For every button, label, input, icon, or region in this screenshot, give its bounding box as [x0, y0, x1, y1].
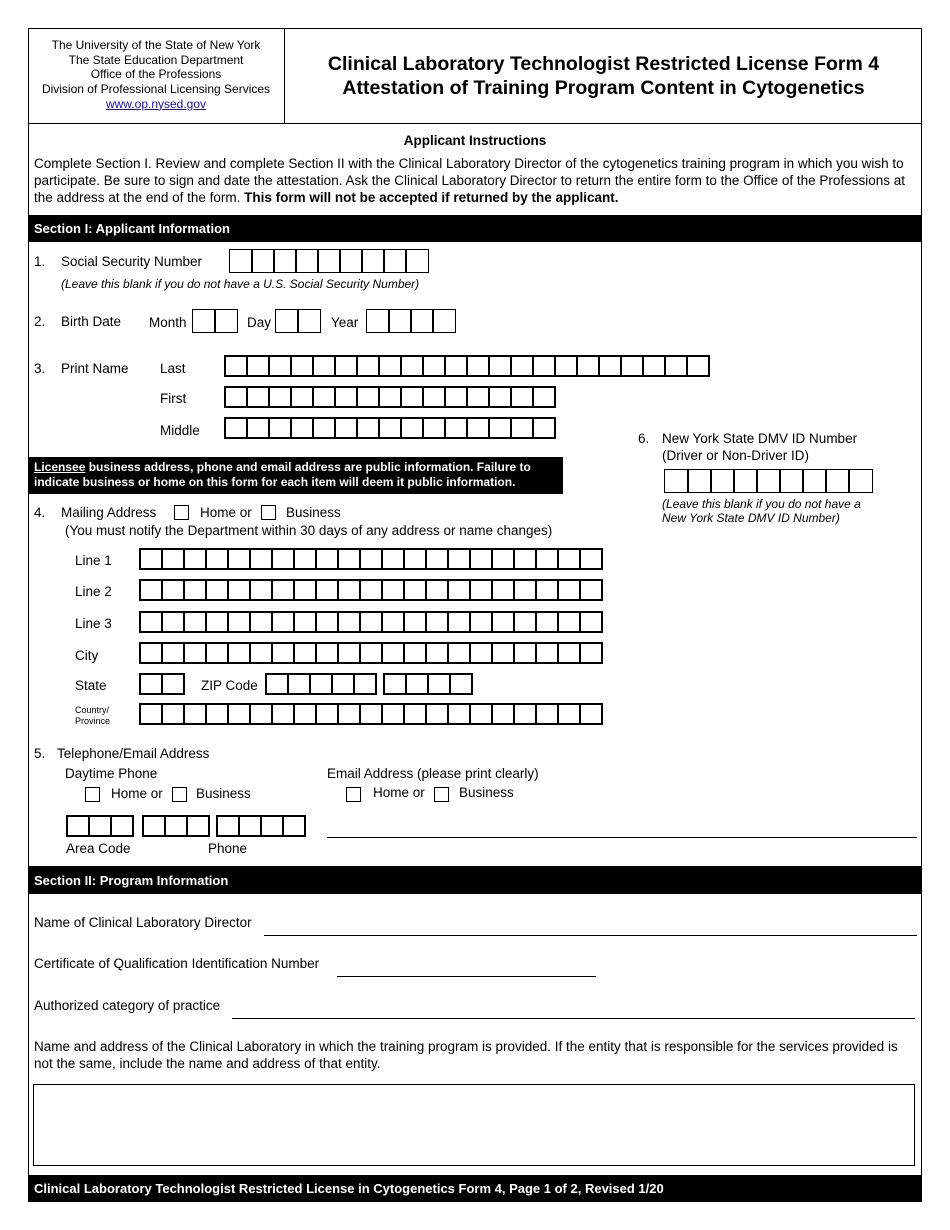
phone-prefix-input[interactable]	[142, 815, 208, 837]
line1-label: Line 1	[75, 553, 112, 568]
ssn-label: Social Security Number	[61, 254, 203, 269]
instructions-body	[34, 155, 918, 206]
country-label	[75, 705, 110, 726]
header-divider	[28, 123, 922, 124]
zip-label: ZIP Code	[201, 678, 258, 693]
birth-year-label: Year	[331, 315, 359, 330]
address-line2-input[interactable]	[139, 579, 601, 601]
agency-line: The University of the State of New York	[51, 38, 261, 52]
section-2-header: Section II: Program Information	[28, 866, 922, 894]
ssn-input[interactable]	[229, 249, 427, 273]
dmv-note-1: (Leave this blank if you do not have a	[662, 497, 861, 511]
certificate-input[interactable]	[337, 976, 596, 977]
dmv-label: New York State DMV ID Number	[662, 431, 858, 446]
public-info-notice	[28, 457, 563, 494]
daytime-phone-label: Daytime Phone	[65, 766, 158, 781]
title-line-1: Clinical Laboratory Technologist Restricted License Form 4	[327, 53, 880, 75]
mailing-home-checkbox[interactable]	[174, 505, 189, 520]
birth-month-label: Month	[149, 315, 187, 330]
notice-lead: Licensee	[34, 460, 86, 474]
mailing-label: Mailing Address	[61, 505, 157, 520]
instructions-emphasis: This form will not be accepted if returned by the applicant.	[244, 190, 619, 205]
first-name-label: First	[160, 391, 187, 406]
city-input[interactable]	[139, 642, 601, 664]
notice-text: business address, phone and email address are public information. Failure to indicate business or home on this form for each item will deem it public information.	[34, 460, 531, 489]
birth-month-input[interactable]	[192, 309, 236, 333]
category-input[interactable]	[232, 1018, 915, 1019]
phone-business-label: Business	[196, 786, 251, 801]
mailing-business-label: Business	[286, 505, 341, 520]
instructions-text: Complete Section I. Review and complete Section II with the Clinical Laboratory Director of the cytogenetics training program in which you wish to participate. Be sure to sign and date the attestation. Ask the Clinical Laboratory Director to return the entire form to the Office of the Professions at the address at the end of the form.	[34, 156, 905, 205]
line3-label: Line 3	[75, 616, 112, 631]
agency-line: Office of the Professions	[90, 67, 222, 82]
email-home-checkbox[interactable]	[346, 787, 361, 802]
email-home-label: Home or	[373, 785, 425, 800]
city-label: City	[75, 648, 99, 663]
section-1-header: Section I: Applicant Information	[28, 215, 922, 242]
mailing-number: 4.	[34, 505, 46, 520]
agency-block	[28, 28, 285, 124]
director-label: Name of Clinical Laboratory Director	[34, 915, 252, 930]
phone-line-input[interactable]	[216, 815, 304, 837]
ssn-number: 1.	[34, 254, 46, 269]
email-business-label: Business	[459, 785, 514, 800]
category-label: Authorized category of practice	[34, 998, 221, 1013]
agency-line: Division of Professional Licensing Services	[41, 82, 271, 97]
birth-year-input[interactable]	[366, 309, 454, 333]
last-name-label: Last	[160, 361, 186, 376]
name-label: Print Name	[61, 361, 129, 376]
address-line3-input[interactable]	[139, 611, 601, 633]
instructions-heading: Applicant Instructions	[403, 133, 547, 148]
phone-number: 5.	[34, 746, 46, 761]
birth-day-input[interactable]	[275, 309, 319, 333]
dmv-sub-label: (Driver or Non-Driver ID)	[662, 448, 810, 463]
last-name-input[interactable]	[224, 355, 708, 377]
phone-sub-label: Phone	[208, 841, 248, 856]
agency-line: The State Education Department	[68, 52, 244, 67]
phone-home-label: Home or	[111, 786, 163, 801]
birth-label: Birth Date	[61, 314, 122, 329]
line2-label: Line 2	[75, 584, 112, 599]
footer-bar: Clinical Laboratory Technologist Restricted License in Cytogenetics Form 4, Page 1 of 2, Revised 1/20	[28, 1175, 922, 1202]
birth-day-label: Day	[247, 315, 272, 330]
zip-input[interactable]	[265, 673, 375, 695]
country-label-line-2: Province	[75, 715, 111, 726]
dmv-number: 6.	[638, 431, 650, 446]
lab-instructions: Name and address of the Clinical Laboratory in which the training program is provided. If the entity that is responsible for the services provided is not the same, include the name and address of that entity.	[34, 1039, 898, 1071]
middle-name-input[interactable]	[224, 417, 554, 439]
form-title	[285, 28, 922, 124]
email-business-checkbox[interactable]	[434, 787, 449, 802]
email-input[interactable]	[327, 837, 917, 838]
state-label: State	[75, 678, 107, 693]
director-input[interactable]	[264, 935, 917, 936]
country-input[interactable]	[139, 703, 601, 725]
name-number: 3.	[34, 361, 46, 376]
email-label: Email Address (please print clearly)	[327, 766, 539, 781]
zip-extension-input[interactable]	[383, 673, 471, 695]
phone-business-checkbox[interactable]	[172, 787, 187, 802]
phone-label: Telephone/Email Address	[57, 746, 210, 761]
area-code-input[interactable]	[66, 815, 132, 837]
state-input[interactable]	[139, 673, 183, 695]
birth-number: 2.	[34, 314, 46, 329]
title-line-2: Attestation of Training Program Content in Cytogenetics	[342, 77, 865, 99]
certificate-label: Certificate of Qualification Identification Number	[34, 956, 320, 971]
country-label-line-1: Country/	[75, 705, 110, 715]
ssn-note: (Leave this blank if you do not have a U.S. Social Security Number)	[61, 277, 420, 291]
phone-home-checkbox[interactable]	[85, 787, 100, 802]
lab-address-textbox[interactable]	[33, 1084, 915, 1166]
area-code-label: Area Code	[66, 841, 131, 856]
mailing-home-label: Home or	[200, 505, 252, 520]
dmv-input[interactable]	[664, 469, 871, 493]
first-name-input[interactable]	[224, 386, 554, 408]
address-line1-input[interactable]	[139, 548, 601, 570]
website-link[interactable]: www.op.nysed.gov	[105, 96, 207, 111]
mailing-business-checkbox[interactable]	[261, 505, 276, 520]
dmv-note-2: New York State DMV ID Number)	[662, 511, 840, 525]
middle-name-label: Middle	[160, 423, 200, 438]
mailing-note: (You must notify the Department within 30 days of any address or name changes)	[65, 523, 553, 538]
